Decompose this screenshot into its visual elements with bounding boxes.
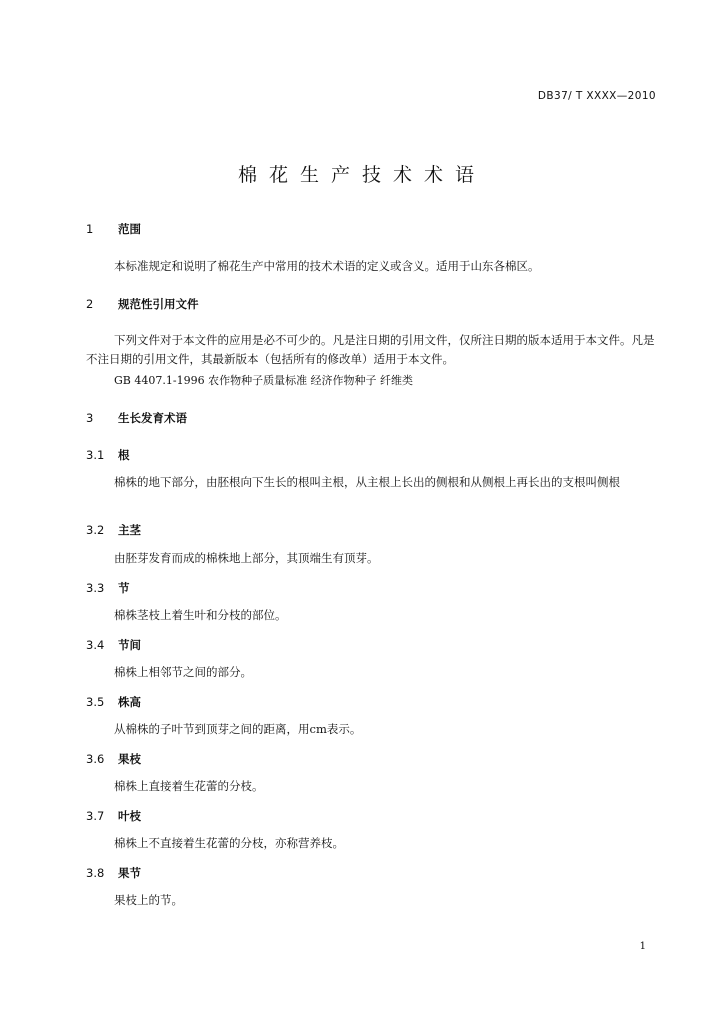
term-heading-3-5 — [86, 694, 141, 710]
term-title: 主茎 — [118, 523, 141, 537]
term-number: 3.7 — [86, 809, 105, 823]
section-paragraph-1: 本标准规定和说明了棉花生产中常用的技术术语的定义或含义。适用于山东各棉区。 — [114, 259, 540, 273]
term-number: 3.3 — [86, 581, 105, 595]
term-heading-3-7 — [86, 808, 141, 824]
section-title: 范围 — [118, 222, 141, 236]
term-definition-3-6: 棉株上直接着生花蕾的分枝。 — [114, 779, 264, 793]
term-title: 果枝 — [118, 752, 141, 766]
term-number: 3.1 — [86, 448, 105, 462]
term-title: 根 — [118, 448, 130, 462]
term-definition-3-3: 棉株茎枝上着生叶和分枝的部位。 — [114, 608, 287, 622]
page-number: 1 — [639, 941, 646, 952]
term-title: 株高 — [118, 695, 141, 709]
section-heading-3 — [86, 410, 187, 426]
term-definition-3-4: 棉株上相邻节之间的部分。 — [114, 665, 252, 679]
term-heading-3-2 — [86, 522, 141, 538]
term-number: 3.4 — [86, 638, 105, 652]
term-heading-3-4 — [86, 637, 141, 653]
term-definition-3-8: 果枝上的节。 — [114, 893, 183, 907]
term-heading-3-3 — [86, 580, 130, 596]
term-title: 节 — [118, 581, 130, 595]
term-definition-3-2: 由胚芽发育而成的棉株地上部分，其顶端生有顶芽。 — [114, 551, 379, 565]
section-title: 规范性引用文件 — [118, 297, 199, 311]
section-title: 生长发育术语 — [118, 411, 187, 425]
section-number: 1 — [86, 222, 94, 236]
term-heading-3-6 — [86, 751, 141, 767]
normative-reference: GB 4407.1-1996 农作物种子质量标准 经济作物种子 纤维类 — [114, 374, 414, 387]
term-number: 3.5 — [86, 695, 105, 709]
section-heading-1 — [86, 221, 141, 237]
section-paragraph-2: 下列文件对于本文件的应用是必不可少的。凡是注日期的引用文件，仅所注日期的版本适用于本文件。凡是不注日期的引用文件，其最新版本（包括所有的修改单）适用于本文件。 — [86, 333, 655, 366]
document-code: DB37/ T XXXX—2010 — [537, 90, 656, 102]
term-number: 3.2 — [86, 523, 105, 537]
document-title: 棉花生产技术术语 — [237, 164, 486, 186]
section-number: 2 — [86, 297, 94, 311]
term-heading-3-1 — [86, 447, 130, 463]
term-definition-3-7: 棉株上不直接着生花蕾的分枝，亦称营养枝。 — [114, 836, 344, 850]
section-number: 3 — [86, 411, 94, 425]
term-definition-3-5: 从棉株的子叶节到顶芽之间的距离，用cm表示。 — [114, 722, 362, 736]
term-definition-3-1: 棉株的地下部分，由胚根向下生长的根叫主根，从主根上长出的侧根和从侧根上再长出的支根叫侧根 — [114, 475, 620, 489]
term-title: 节间 — [118, 638, 141, 652]
term-title: 果节 — [118, 866, 141, 880]
term-number: 3.6 — [86, 752, 105, 766]
term-title: 叶枝 — [118, 809, 141, 823]
term-heading-3-8 — [86, 865, 141, 881]
section-heading-2 — [86, 296, 199, 312]
term-number: 3.8 — [86, 866, 105, 880]
